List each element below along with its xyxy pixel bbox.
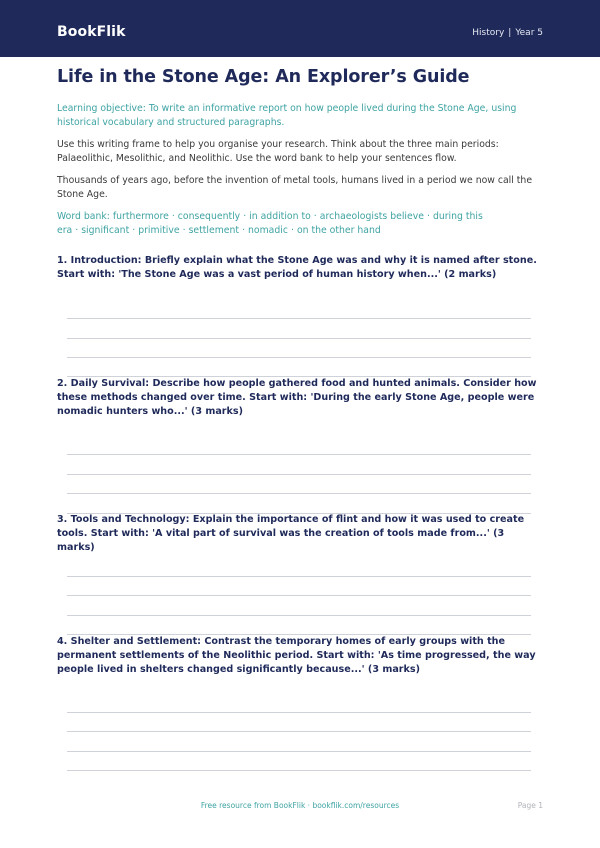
word-bank-item: significant — [81, 225, 130, 236]
footer-link[interactable]: Free resource from BookFlik · bookflik.com/resources — [200, 801, 400, 810]
word-bank-item: furthermore — [112, 211, 169, 222]
answer-line[interactable] — [67, 712, 531, 713]
word-bank-item: primitive — [138, 225, 180, 236]
word-bank-label: Word bank: — [57, 211, 110, 222]
word-bank-item: consequently — [177, 211, 241, 222]
answer-line[interactable] — [67, 576, 531, 577]
page-number: Page 1 — [517, 801, 543, 810]
year-label: Year 5 — [515, 28, 543, 38]
answer-line[interactable] — [67, 493, 531, 494]
answer-line[interactable] — [67, 615, 531, 616]
intro-text: Thousands of years ago, before the invention of metal tools, humans lived in a period we now call the Stone Age. — [57, 175, 533, 200]
answer-line[interactable] — [67, 770, 531, 771]
subject-label: History — [472, 28, 505, 38]
learning-objective: Learning objective: To write an informative report on how people lived during the Stone Age, using historical vocabulary and structured paragraphs. — [57, 103, 517, 128]
word-bank-item: nomadic — [248, 225, 288, 236]
answer-line[interactable] — [67, 751, 531, 752]
answer-line[interactable] — [67, 357, 531, 358]
instructions-text: Use this writing frame to help you organise your research. Think about the three main periods: Palaeolithic, Mesolithic, and Neolithic. Use the word bank to help your sentences flow. — [57, 139, 499, 164]
question-4: 4. Shelter and Settlement: Contrast the temporary homes of early groups with the permanent settlements of the Neolithic period. Start with: 'As time progressed, the way people lived in shelters changed significantly because...' (3 marks) — [57, 636, 536, 675]
page-title: Life in the Stone Age: An Explorer’s Guide — [57, 67, 470, 87]
word-bank: Word bank: furthermore · consequently · in addition to · archaeologists believe · during this era · significant · primitive · settlement · nomadic · on the other hand — [57, 211, 483, 236]
answer-line[interactable] — [67, 595, 531, 596]
question-3: 3. Tools and Technology: Explain the importance of flint and how it was used to create tools. Start with: 'A vital part of survival was the creation of tools made from...' (3 marks) — [57, 514, 525, 553]
word-bank-item: settlement — [188, 225, 240, 236]
header-meta — [472, 28, 543, 38]
word-bank-item: during this era — [57, 211, 483, 236]
intro-section — [57, 66, 543, 238]
word-bank-item: archaeologists believe — [319, 211, 424, 222]
page-header — [0, 0, 600, 57]
meta-separator: | — [508, 28, 512, 38]
brand-logo[interactable]: BookFlik — [57, 24, 126, 40]
answer-line[interactable] — [67, 474, 531, 475]
answer-line[interactable] — [67, 318, 531, 319]
answer-line[interactable] — [67, 338, 531, 339]
answer-line[interactable] — [67, 454, 531, 455]
question-2: 2. Daily Survival: Describe how people gathered food and hunted animals. Consider how these methods changed over time. Start with: 'During the early Stone Age, people were nomadic hunters who...' (3 marks) — [57, 378, 537, 417]
answer-line[interactable] — [67, 731, 531, 732]
question-1: 1. Introduction: Briefly explain what the Stone Age was and why it is named after stone. Start with: 'The Stone Age was a vast period of human history when...' (2 marks) — [57, 255, 537, 280]
word-bank-item: in addition to — [249, 211, 311, 222]
word-bank-item: on the other hand — [296, 225, 381, 236]
